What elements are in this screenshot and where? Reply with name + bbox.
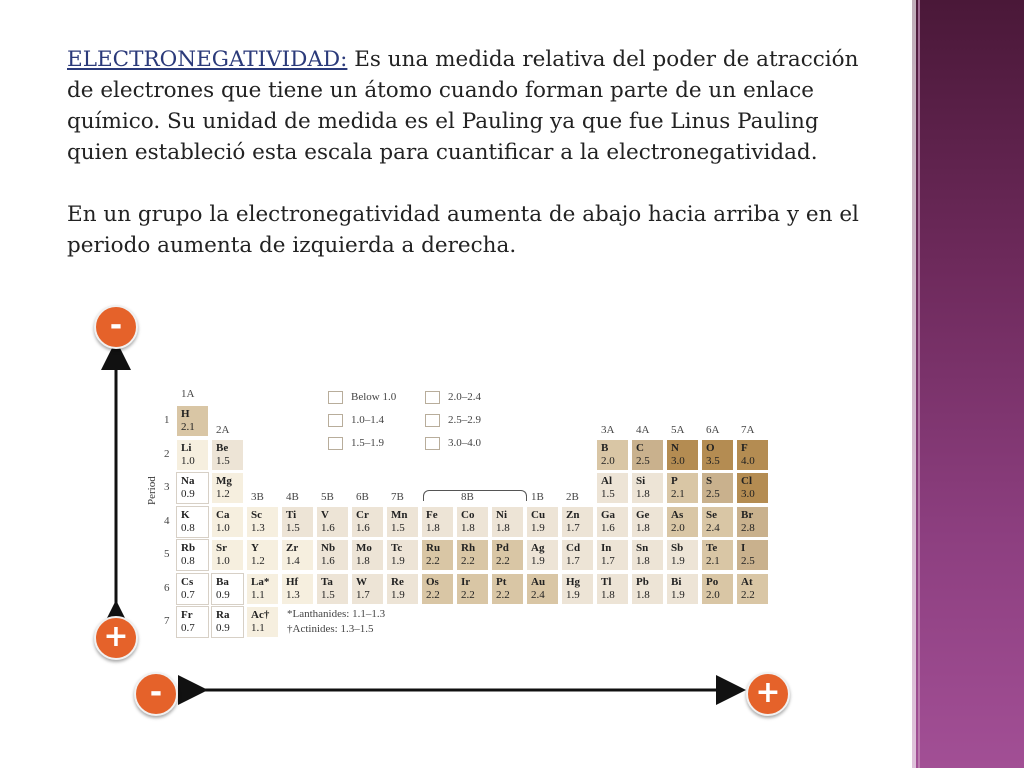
element-symbol: In	[601, 542, 612, 554]
element-value: 1.6	[356, 521, 370, 534]
element-value: 1.7	[601, 555, 615, 567]
element-symbol: Zn	[566, 508, 580, 521]
element-symbol: K	[181, 508, 190, 521]
element-value: 1.2	[251, 555, 265, 567]
element-value: 1.0	[216, 521, 230, 534]
group-label: 1A	[181, 388, 195, 400]
element-value: 2.2	[741, 588, 755, 601]
element-value: 2.1	[706, 555, 720, 567]
element-value: 1.1	[251, 588, 265, 601]
element-symbol: Co	[461, 508, 475, 521]
group-label: 1B	[531, 490, 544, 503]
element-symbol: Tc	[391, 542, 403, 554]
element-value: 1.8	[461, 521, 475, 534]
element-value: 3.0	[741, 488, 755, 500]
element-value: 2.5	[706, 488, 720, 500]
element-symbol: Br	[741, 508, 754, 521]
element-value: 1.3	[251, 521, 265, 534]
element-value: 1.9	[671, 555, 685, 567]
element-value: 3.0	[671, 454, 685, 467]
element-symbol: Pt	[496, 575, 507, 588]
period-axis-label: Period	[146, 476, 158, 505]
element-value: 2.2	[496, 555, 510, 567]
element-symbol: Rb	[181, 542, 196, 554]
element-value: 1.8	[636, 488, 650, 500]
element-value: 1.9	[531, 555, 545, 567]
element-value: 1.9	[566, 588, 580, 601]
element-symbol: Ac†	[251, 609, 270, 621]
period-number: 5	[164, 548, 170, 560]
element-symbol: Pb	[636, 575, 649, 588]
group-label: 2B	[566, 490, 579, 503]
element-value: 0.7	[181, 588, 195, 601]
group-label: 3B	[251, 490, 264, 503]
element-symbol: Os	[426, 575, 439, 588]
legend-label: 1.5–1.9	[351, 437, 384, 449]
element-symbol: Ta	[321, 575, 333, 588]
period-number: 2	[164, 447, 170, 460]
element-value: 1.4	[286, 555, 300, 567]
element-symbol: Zr	[286, 542, 299, 554]
group-label: 5B	[321, 490, 334, 503]
element-symbol: F	[741, 441, 748, 454]
definition-text: Es una medida relativa del poder de atracción de electrones que tiene un átomo cuando forman parte de un enlace químico. Su unidad de medida es el Pauling ya que fue Linus Pauling quien estableció esta escala para cuantificar a la electronegatividad.	[67, 47, 859, 165]
element-value: 2.5	[741, 555, 755, 567]
element-value: 1.7	[356, 588, 370, 601]
element-value: 1.2	[216, 488, 230, 500]
element-value: 1.5	[321, 588, 335, 601]
group-label: 5A	[671, 423, 685, 436]
footnote: *Lanthanides: 1.1–1.3	[287, 608, 386, 620]
element-symbol: Na	[181, 475, 195, 487]
element-value: 1.5	[391, 521, 405, 534]
element-value: 1.5	[601, 488, 615, 500]
element-symbol: At	[741, 575, 753, 588]
element-value: 1.7	[566, 555, 580, 567]
group-label: 8B	[461, 490, 474, 503]
element-symbol: Be	[216, 441, 229, 454]
element-symbol: Ni	[496, 508, 507, 521]
element-symbol: Tl	[601, 575, 612, 588]
element-symbol: Cs	[181, 575, 194, 588]
element-value: 1.9	[671, 588, 685, 601]
definition-term: ELECTRONEGATIVIDAD:	[67, 47, 348, 72]
element-value: 1.0	[181, 454, 195, 467]
element-symbol: Te	[706, 542, 718, 554]
element-symbol: Se	[706, 508, 717, 521]
element-value: 2.1	[671, 488, 685, 500]
group-label: 6A	[706, 423, 720, 436]
element-value: 1.9	[531, 521, 545, 534]
element-value: 1.6	[601, 521, 615, 534]
element-symbol: Ga	[601, 508, 616, 521]
element-value: 1.8	[636, 555, 650, 567]
element-value: 2.2	[426, 555, 440, 567]
element-symbol: S	[706, 475, 713, 487]
element-symbol: B	[601, 441, 609, 454]
element-symbol: Sb	[671, 542, 684, 554]
group-label: 2A	[216, 423, 230, 436]
element-value: 1.9	[391, 588, 405, 601]
element-symbol: Ca	[216, 508, 230, 521]
element-symbol: N	[671, 441, 679, 454]
legend-label: 2.5–2.9	[448, 414, 481, 426]
element-symbol: Cd	[566, 542, 581, 554]
group-label: 6B	[356, 490, 369, 503]
element-symbol: Ir	[461, 575, 471, 588]
footnote: †Actinides: 1.3–1.5	[287, 623, 374, 635]
element-symbol: As	[671, 508, 684, 521]
element-value: 2.8	[741, 521, 755, 534]
group-label: 4A	[636, 423, 650, 436]
element-symbol: Ag	[531, 542, 545, 554]
element-symbol: Hg	[566, 575, 581, 588]
group-label: 7A	[741, 423, 755, 436]
element-value: 2.4	[706, 521, 720, 534]
element-value: 2.2	[461, 588, 475, 601]
element-symbol: Ru	[426, 542, 441, 554]
element-symbol: C	[636, 441, 644, 454]
element-value: 2.0	[706, 588, 720, 601]
element-symbol: Mo	[356, 542, 372, 554]
element-symbol: Pd	[496, 542, 509, 554]
element-value: 1.8	[636, 521, 650, 534]
element-symbol: Cr	[356, 508, 369, 521]
element-symbol: Ra	[216, 609, 230, 621]
element-value: 0.8	[181, 521, 195, 534]
legend-label: 2.0–2.4	[448, 391, 481, 403]
element-symbol: Fr	[181, 609, 193, 621]
element-symbol: Y	[251, 542, 259, 554]
element-symbol: Sn	[636, 542, 649, 554]
element-value: 1.8	[356, 555, 370, 567]
group-label: 4B	[286, 490, 299, 503]
period-number: 7	[164, 615, 170, 627]
element-symbol: Nb	[321, 542, 336, 554]
trend-paragraph: En un grupo la electronegatividad aumenta de abajo hacia arriba y en el periodo aumenta de izquierda a derecha.	[67, 202, 859, 258]
period-number: 6	[164, 581, 170, 594]
minus-badge-left: -	[134, 672, 178, 716]
element-symbol: V	[321, 508, 329, 521]
plus-badge-right: +	[746, 672, 790, 716]
element-symbol: Ge	[636, 508, 650, 521]
period-number: 3	[164, 481, 170, 493]
element-value: 1.1	[251, 622, 265, 634]
element-symbol: W	[356, 575, 367, 588]
period-number: 4	[164, 514, 170, 527]
element-symbol: Fe	[426, 508, 438, 521]
element-value: 1.6	[321, 521, 335, 534]
element-value: 1.6	[321, 555, 335, 567]
element-value: 1.8	[496, 521, 510, 534]
element-value: 1.5	[216, 454, 230, 467]
element-value: 1.5	[286, 521, 300, 534]
element-value: 2.0	[671, 521, 685, 534]
plus-badge-bottom: +	[94, 616, 138, 660]
element-symbol: Hf	[286, 575, 299, 588]
element-symbol: Li	[181, 441, 192, 454]
element-value: 2.2	[461, 555, 475, 567]
period-number: 1	[164, 414, 170, 426]
element-symbol: Rh	[461, 542, 476, 554]
legend-label: 3.0–4.0	[448, 437, 481, 449]
element-value: 1.0	[216, 555, 230, 567]
element-symbol: Au	[531, 575, 546, 588]
element-value: 0.9	[216, 588, 230, 601]
element-value: 2.0	[601, 454, 615, 467]
element-symbol: O	[706, 441, 715, 454]
element-value: 1.8	[636, 588, 650, 601]
element-value: 2.2	[496, 588, 510, 601]
element-symbol: Al	[601, 475, 612, 487]
element-symbol: Cu	[531, 508, 546, 521]
element-value: 0.9	[216, 622, 230, 634]
minus-badge-top: -	[94, 305, 138, 349]
element-value: 2.4	[531, 588, 545, 601]
element-value: 4.0	[741, 454, 755, 467]
element-value: 2.1	[181, 421, 195, 433]
element-value: 1.8	[601, 588, 615, 601]
element-symbol: Bi	[671, 575, 682, 588]
element-value: 0.8	[181, 555, 195, 567]
element-symbol: La*	[251, 575, 270, 588]
element-symbol: Ti	[286, 508, 297, 521]
element-symbol: Ba	[216, 575, 229, 588]
element-symbol: P	[671, 475, 678, 487]
group-label: 7B	[391, 490, 404, 503]
element-value: 1.3	[286, 588, 300, 601]
legend-label: Below 1.0	[351, 391, 397, 403]
element-symbol: Mn	[391, 508, 408, 521]
element-value: 1.8	[426, 521, 440, 534]
element-symbol: Re	[391, 575, 404, 588]
element-value: 0.7	[181, 622, 195, 634]
element-symbol: Si	[636, 475, 646, 487]
element-symbol: Sc	[251, 508, 262, 521]
element-symbol: I	[741, 542, 746, 554]
group-label: 3A	[601, 423, 615, 436]
element-value: 3.5	[706, 454, 720, 467]
element-value: 2.5	[636, 454, 650, 467]
element-symbol: Po	[706, 575, 719, 588]
legend-label: 1.0–1.4	[351, 414, 384, 426]
element-value: 1.7	[566, 521, 580, 534]
element-value: 0.9	[181, 488, 195, 500]
element-symbol: H	[181, 408, 190, 420]
element-symbol: Cl	[741, 475, 752, 487]
element-symbol: Sr	[216, 542, 227, 554]
element-symbol: Mg	[216, 475, 232, 487]
element-value: 1.9	[391, 555, 405, 567]
element-value: 2.2	[426, 588, 440, 601]
